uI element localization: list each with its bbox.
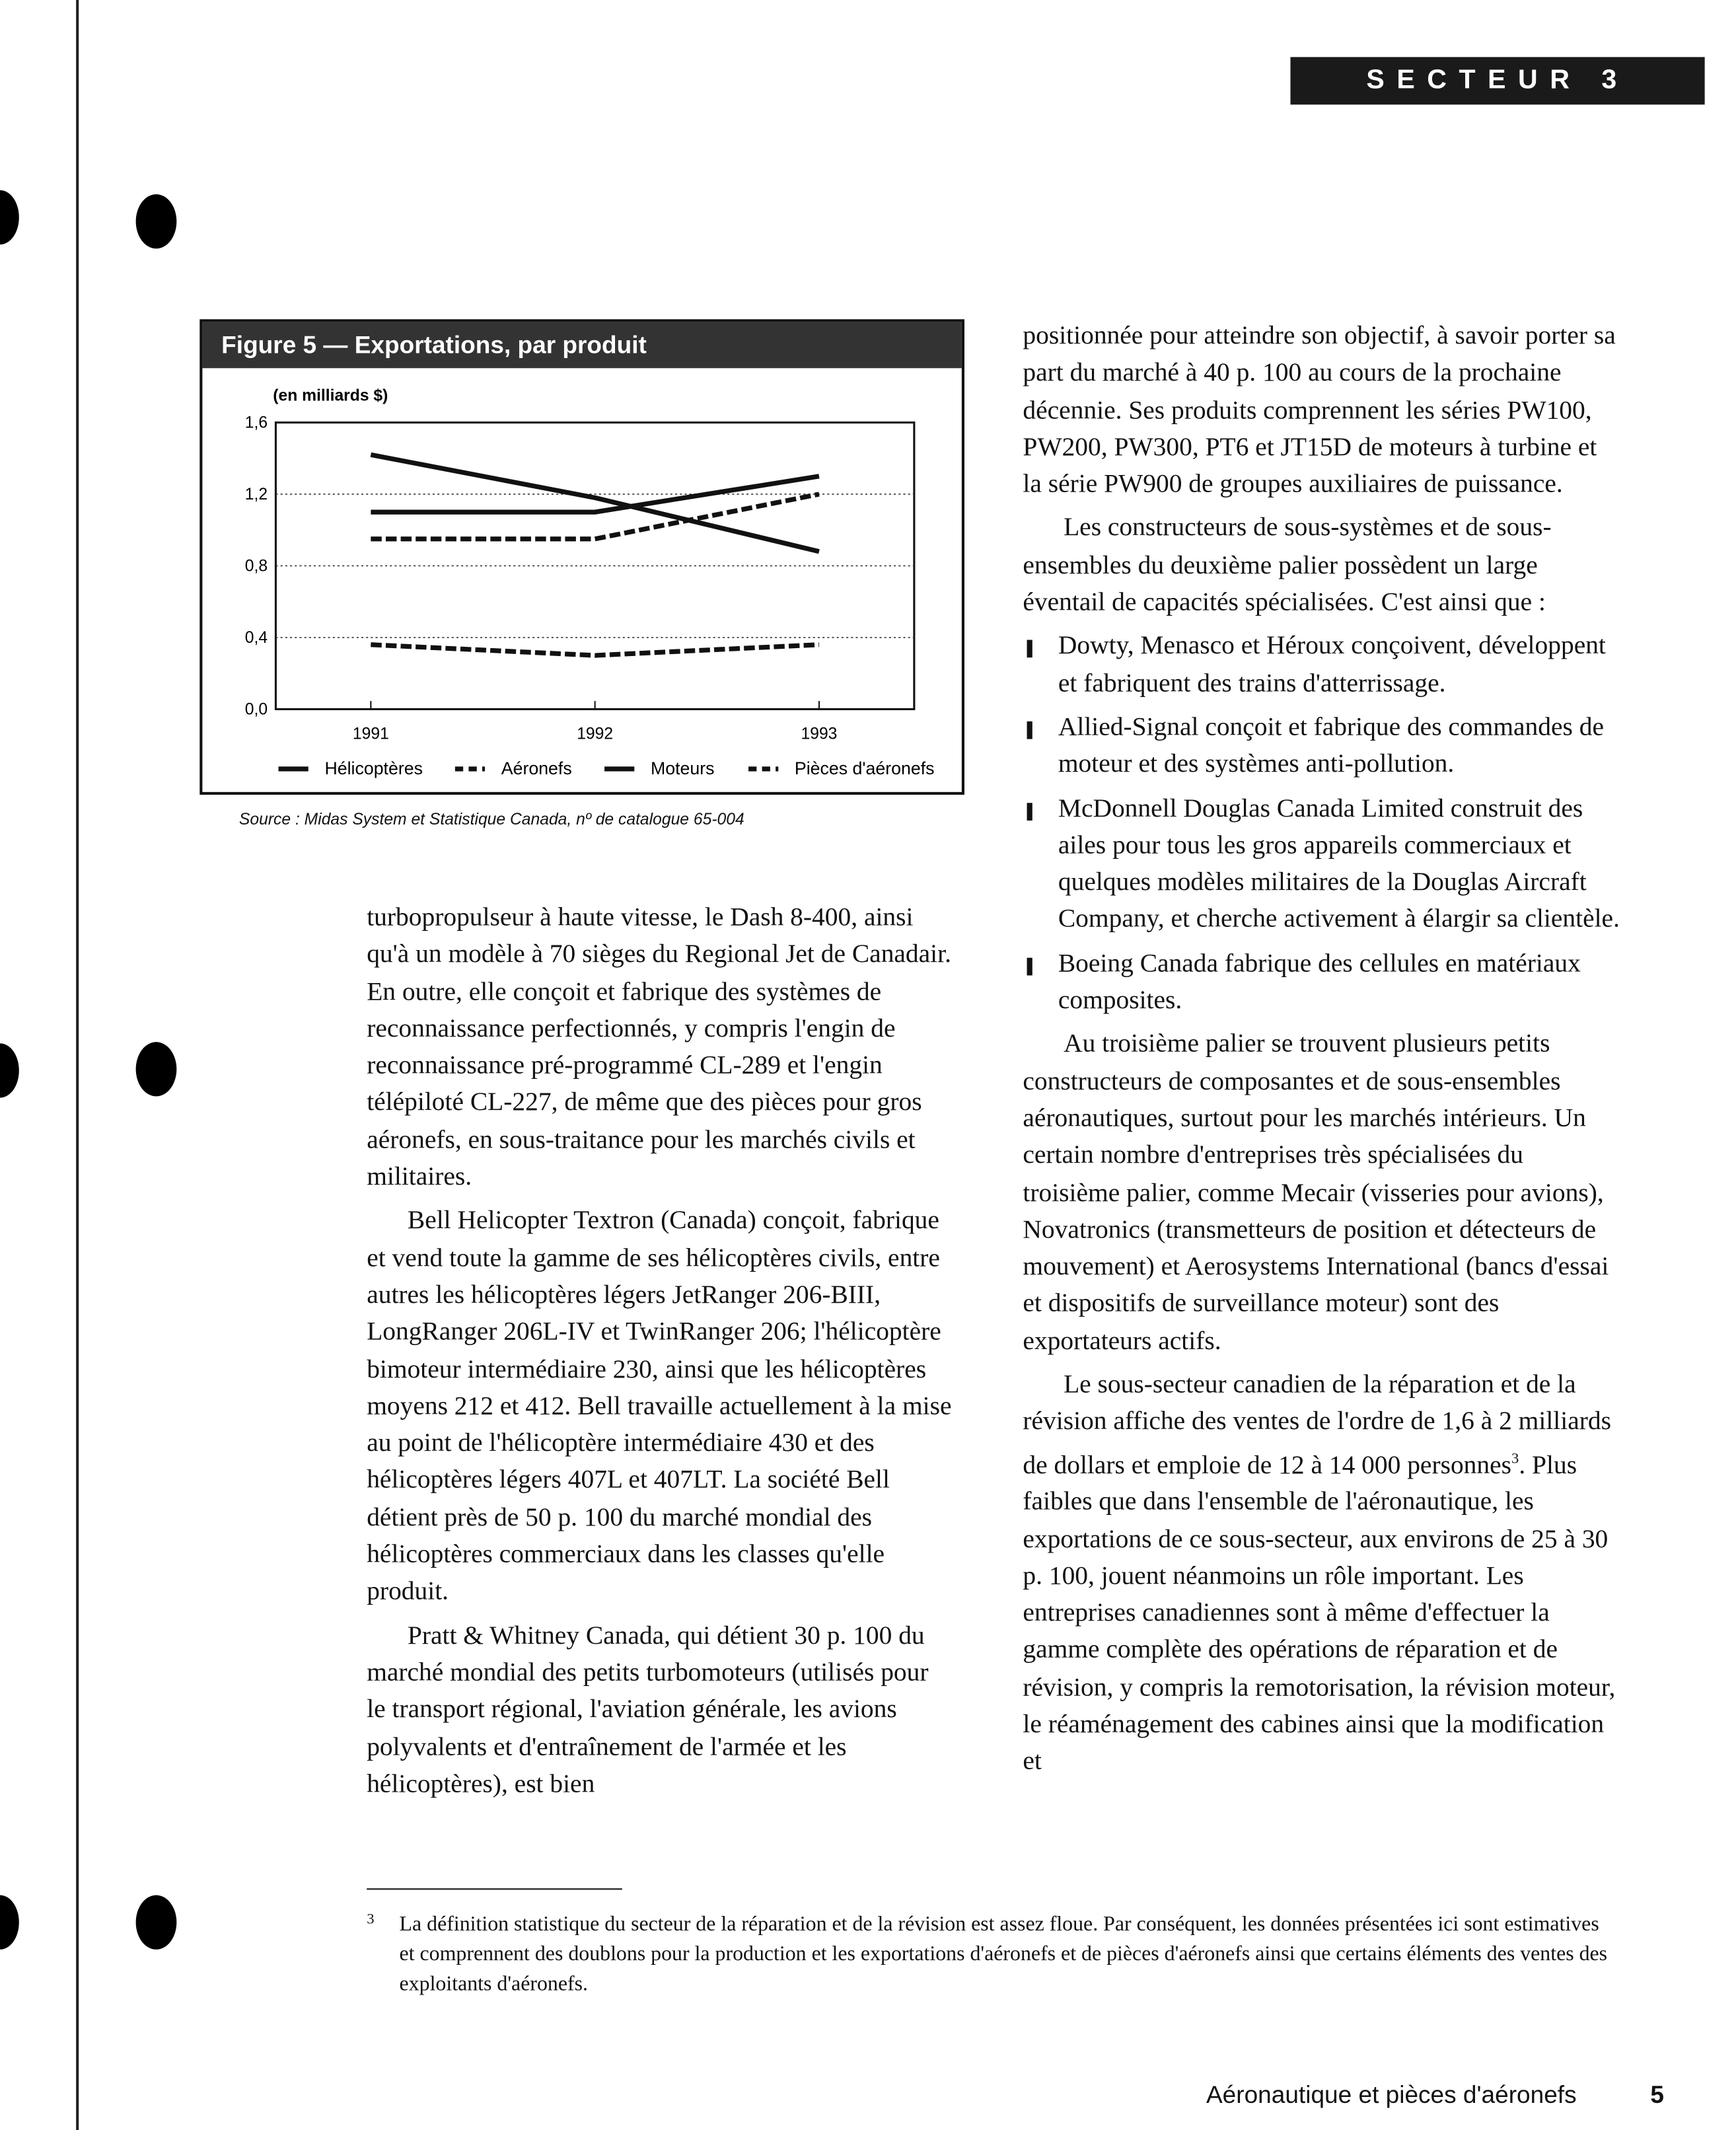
text: Le sous-secteur canadien de la réparation et de la révision affiche des ventes de l'ordre de 1,6 à 2 milliards de dollars et emploie de 12 à 14 000 personnes — [1023, 1370, 1611, 1480]
list-item: Boeing Canada fabrique des cellules en matériaux composites. — [1023, 945, 1620, 1019]
x-tick-label: 1991 — [352, 725, 389, 743]
bullet-list — [1023, 628, 1620, 1019]
footnote-number: 3 — [367, 1911, 375, 1928]
footnote-ref[interactable]: 3 — [1511, 1450, 1519, 1467]
x-tick-label: 1992 — [577, 725, 614, 743]
right-column — [1023, 318, 1620, 1787]
paragraph — [1023, 1367, 1620, 1781]
punch-hole — [0, 1895, 19, 1950]
punch-hole — [136, 1895, 177, 1950]
legend-label: Aéronefs — [501, 758, 572, 779]
legend-label: Pièces d'aéronefs — [794, 758, 935, 779]
punch-hole — [0, 1043, 19, 1097]
y-tick-label: 0,4 — [244, 629, 268, 647]
footer-title: Aéronautique et pièces d'aéronefs — [1206, 2081, 1577, 2109]
y-tick-label: 1,2 — [244, 486, 268, 504]
series-line-1 — [371, 494, 819, 539]
page-number: 5 — [1650, 2081, 1664, 2109]
list-item: Dowty, Menasco et Héroux conçoivent, développent et fabriquent des trains d'atterrissage. — [1023, 628, 1620, 702]
paragraph: Les constructeurs de sous-systèmes et de sous-ensembles du deuxième palier possèdent un large éventail de capacités spécialisées. C'est ainsi que : — [1023, 514, 1552, 617]
y-axis-label: (en milliards $) — [273, 386, 388, 405]
left-column — [367, 899, 953, 1810]
figure-chart — [199, 319, 964, 795]
footnote-text: La définition statistique du secteur de la réparation et de la révision est assez floue. Par conséquent, les données présentées ici sont estimatives et comprennent des doublons pour la production et les exportations d'aéronefs et de pièces d'aéronefs ainsi que certains éléments des ventes des exploitants d'aéronefs. — [399, 1913, 1608, 1996]
punch-hole — [136, 194, 177, 248]
punch-hole — [136, 1042, 177, 1096]
y-tick-label: 0,0 — [244, 700, 268, 719]
figure-source: Source : Midas System et Statistique Canada, nº de catalogue 65-004 — [238, 809, 744, 829]
paragraph: Bell Helicopter Textron (Canada) conçoit, fabrique et vend toute la gamme de ses hélicoptères civils, entre autres les hélicoptères légers JetRanger 206-BIII, LongRanger 206L-IV et TwinRanger 206; l'hélicoptère bimoteur intermédiaire 230, ainsi que les hélicoptères moyens 212 et 412. Bell travaille actuellement à la mise au point de l'hélicoptère intermédiaire 430 et des hélicoptères légers 407L et 407LT. La société Bell détient près de 50 p. 100 du marché mondial des hélicoptères commerciaux dans les classes qu'elle produit. — [367, 1206, 952, 1607]
paragraph: Au troisième palier se trouvent plusieurs petits constructeurs de composantes et de sous-ensembles aéronautiques, surtout pour les marchés intérieurs. Un certain nombre d'entreprises très spécialisées du troisième palier, comme Mecair (visseries pour avions), Novatronics (transmetteurs de position et détecteurs de mouvement) et Aerosystems International (bancs d'essai et dispositifs de surveillance moteur) sont des exportateurs actifs. — [1023, 1030, 1609, 1356]
series-line-3 — [371, 645, 819, 655]
paragraph: Pratt & Whitney Canada, qui détient 30 p. 100 du marché mondial des petits turbomoteurs (utilisés pour le transport régional, l'aviation générale, les avions polyvalents et d'entraînement de l'armée et les hélicoptères), est bien — [367, 1621, 929, 1799]
paragraph: turbopropulseur à haute vitesse, le Dash 8-400, ainsi qu'à un modèle à 70 sièges du Regional Jet de Canadair. En outre, elle conçoit et fabrique des systèmes de reconnaissance perfectionnés, y compris l'engin de reconnaissance pré-programmé CL-289 et l'engin télépiloté CL-227, de même que des pièces pour gros aéronefs, en sous-traitance pour les marchés civils et militaires. — [367, 903, 951, 1192]
legend-label: Moteurs — [650, 758, 715, 779]
legend-label: Hélicoptères — [324, 758, 423, 779]
y-tick-label: 0,8 — [244, 557, 268, 575]
paragraph: positionnée pour atteindre son objectif, à savoir porter sa part du marché à 40 p. 100 au cours de la prochaine décennie. Ses produits comprennent les séries PW100, PW200, PW300, PT6 et JT15D de moteurs à turbine et la série PW900 de groupes auxiliaires de puissance. — [1023, 322, 1616, 499]
footnote-rule — [367, 1888, 622, 1890]
margin-line — [76, 0, 79, 2130]
list-item: McDonnell Douglas Canada Limited construit des ailes pour tous les gros appareils commerciaux et quelques modèles militaires de la Douglas Aircraft Company, et cherche activement à élargir sa clientèle. — [1023, 790, 1620, 939]
x-tick-label: 1993 — [801, 725, 838, 743]
list-item: Allied-Signal conçoit et fabrique des commandes de moteur et des systèmes anti-pollution. — [1023, 709, 1620, 783]
punch-hole — [0, 190, 19, 244]
figure-title: Figure 5 — Exportations, par produit — [202, 322, 961, 368]
line-chart — [202, 368, 961, 792]
y-tick-label: 1,6 — [244, 414, 268, 432]
section-banner: SECTEUR 3 — [1290, 57, 1704, 104]
footnote — [367, 1910, 1616, 2000]
text: . Plus faibles que dans l'ensemble de l'aéronautique, les exportations de ce sous-secteur, aux environs de 25 à 30 p. 100, jouent néanmoins un rôle important. Les entreprises canadiennes sont à même d'effectuer la gamme complète des opérations de réparation et de révision, y compris la remotorisation, la révision moteur, le réaménagement des cabines ainsi que la modification et — [1023, 1451, 1616, 1777]
